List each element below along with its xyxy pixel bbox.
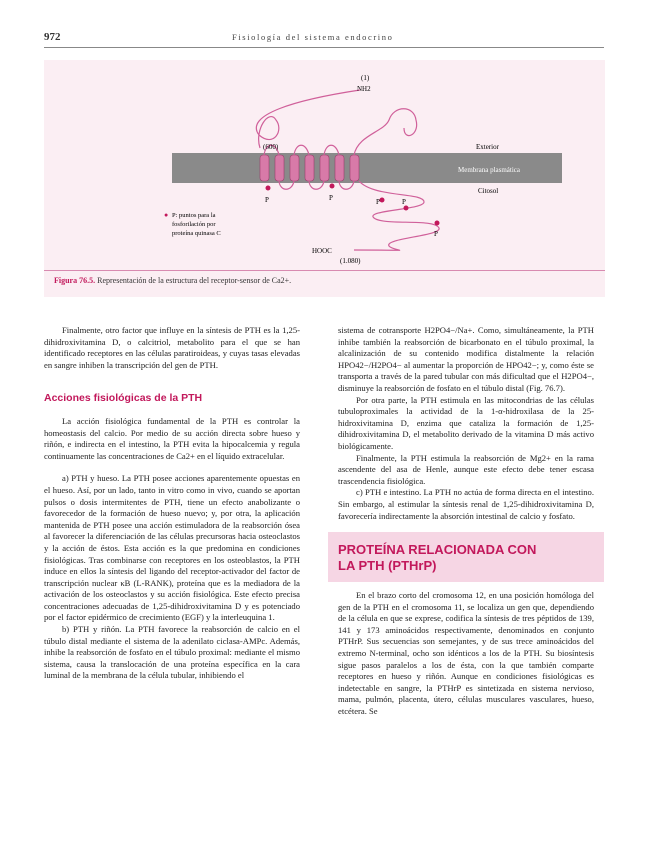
phosphorylation-points (266, 184, 440, 226)
banner-heading-line-1: PROTEÍNA RELACIONADA CON (338, 542, 537, 558)
label-residue-600: (600) (263, 143, 279, 151)
legend-line-3: proteína quinasa C (172, 230, 221, 237)
label-membrana: Membrana plasmática (458, 166, 521, 174)
label-p-4: P (402, 198, 406, 206)
paragraph: Finalmente, otro factor que influye en la síntesis de PTH es la 1,25-dihidroxivitamina D, o calcitriol, metabolito para el que se han identificado receptores en las células paratiroideas, y cuyas tasas elevadas en sangre inhiben la transcripción del gen de PTH. (44, 325, 300, 370)
label-hooc: HOOC (312, 247, 332, 255)
label-nh2: NH2 (357, 85, 371, 93)
section-banner (328, 532, 604, 582)
paragraph: b) PTH y riñón. La PTH favorece la reabsorción de calcio en el túbulo distal mediante el sistema de la adenilato ciclasa-AMPc. Además, inhibe la reabsorción de fosfato en el túbulo proximal: mediante el mismo sistema, causa la translocación de una proteína específica en la cara luminal de la membrana de la célula tubular, inhibiendo el (44, 624, 300, 681)
label-p-2: P (329, 194, 333, 202)
banner-heading-line-2: LA PTH (PTHrP) (338, 558, 437, 574)
figure-caption (54, 276, 291, 285)
paragraph: c) PTH e intestino. La PTH no actúa de forma directa en el intestino. Sin embargo, al estimular la síntesis renal de 1,25-dihidroxivitamina D, favorecería indirectamente la absorción intestinal de calcio y fosfato. (338, 487, 594, 521)
paragraph: Por otra parte, la PTH estimula en las mitocondrias de las células tubuloproximales la actividad de la 1-α-hidroxilasa de la 25-hidroxivitamina D, enzima que cataliza la formación de 1,25-dihidroxivitamina D, el metabolito derivado de la vitamina D más activo biológicamente. (338, 394, 594, 451)
n-terminal-strand (256, 90, 360, 148)
legend-line-2: fosforilación por (172, 221, 216, 228)
receptor-diagram (44, 60, 605, 270)
page-number: 972 (44, 31, 61, 43)
paragraph: Finalmente, la PTH estimula la reabsorción de Mg2+ en la rama ascendente del asa de Henle, aunque este efecto debe tener escasa trascendencia fisiológica. (338, 452, 594, 486)
right-column (338, 325, 594, 718)
c-terminal-strand (354, 181, 439, 250)
running-title: Fisiología del sistema endocrino (232, 32, 394, 42)
header-rule (44, 47, 604, 48)
caption-label: Figura 76.5. (54, 276, 96, 285)
helix-group (260, 155, 359, 181)
label-exterior: Exterior (476, 143, 499, 151)
caption-rule (44, 270, 605, 271)
label-p-1: P (265, 196, 269, 204)
label-p-5: P (434, 230, 438, 238)
label-p-3: P (376, 198, 380, 206)
paragraph: La acción fisiológica fundamental de la PTH es controlar la homeostasis del calcio. Por medio de su acción directa sobre hueso y riñón, e indirecta en el intestino, la PTH evita la hipocalcemia y regula continuamente las concentraciones de Ca2+ en el líquido extracelular. (44, 415, 300, 461)
label-residue-1: (1) (361, 74, 370, 82)
paragraph: sistema de cotransporte H2PO4−/Na+. Como, simultáneamente, la PTH inhibe también la reabsorción de bicarbonato en el túbulo proximal, la alcalinización de su contenido modifica distalmente la relación HPO42−/H2PO4− al aumentar la proporción de HPO42−; y, como éste se transporta a través de la pared tubular con más dificultad que el H2PO4−, disminuye la reabsorción de fosfato en el túbulo distal (Fig. 76.7). (338, 325, 594, 393)
section-heading: Acciones fisiológicas de la PTH (44, 392, 203, 405)
paragraph: a) PTH y hueso. La PTH posee acciones aparentemente opuestas en el hueso. Así, por un lado, tanto in vitro como in vivo, cuando se aportan pulsos o dosis intermitentes de PTH, tiene un efecto anabolizante o favorecedor de la formación de hueso nuevo; y, por otra, la aplicación mantenida de PTH posee una acción estimuladora de la reabsorción ósea al favorecer la diferenciación de las células precursoras hacia osteoclastos y la acción de éstos. Esta acción es la que predomina en condiciones fisiológicas. Tras combinarse con receptores en los osteoblastos, la PTH induce en ellos la síntesis del ligando del receptor-activador del factor de transcripción nuclear κB (L-RANK), proteína que es la mediadora de la activación de los osteoclastos y su acción fisiológica. Este efecto precisa concentraciones adecuadas de 1,25-dihidroxivitamina D y es potenciado por el factor epidérmico de crecimiento (EGF) y la interleuquina 1. (44, 473, 300, 623)
label-citosol: Citosol (478, 187, 499, 195)
left-column (44, 325, 300, 682)
paragraph: En el brazo corto del cromosoma 12, en una posición homóloga del gen de la PTH en el cromosoma 11, se localiza un gen que, dependiendo de la célula en que se exprese, codifica la síntesis de tres péptidos de 139, 141 y 173 aminoácidos respectivamente, denominados en conjunto PTHrP. Sus secuencias son semejantes, y de sus trece aminoácidos del extremo N-terminal, ocho son idénticos a los de la PTH. Su biosíntesis sigue pasos paralelos a los de ésta, con la que también comparte receptores en hueso y riñón. Aunque en condiciones fisiológicas es indetectable en sangre, la PTHrP es sintetizada en sistema nervioso, mama, pulmón, placenta, útero, células musculares vasculares, hueso, etcétera. Se (338, 590, 594, 717)
figure-panel (44, 60, 605, 297)
extracellular-loops (264, 109, 417, 155)
caption-text: Representación de la estructura del receptor-sensor de Ca2+. (97, 276, 292, 285)
label-residue-1080: (1.080) (340, 257, 361, 265)
legend-bullet: ● (164, 211, 169, 219)
legend-line-1: P: puntos para la (172, 212, 216, 219)
